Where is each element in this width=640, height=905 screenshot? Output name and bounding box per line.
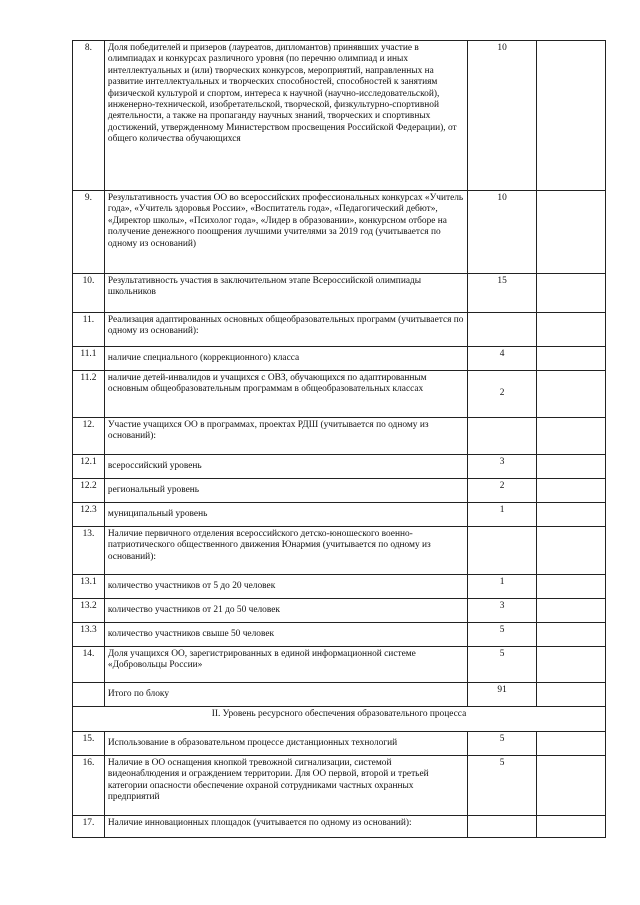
table-row <box>73 479 606 503</box>
table-row <box>73 418 606 455</box>
table-row <box>73 623 606 647</box>
empty-cell <box>537 756 606 816</box>
criterion-text: наличие детей-инвалидов и учащихся с ОВЗ, обучающихся по адаптированным основным общеобразовательным программам в общеобразовательных классах <box>104 371 467 418</box>
row-number: 12.2 <box>73 479 105 503</box>
table-row <box>73 347 606 371</box>
row-number: 11.1 <box>73 347 105 371</box>
table-row <box>73 732 606 756</box>
criterion-points <box>468 313 537 347</box>
empty-cell <box>537 313 606 347</box>
criterion-points: 2 <box>468 479 537 503</box>
criterion-text: Наличие первичного отделения всероссийского детско-юношеского военно-патриотического общественного движения Юнармия (учитывается по одному из оснований): <box>104 527 467 575</box>
row-number: 8. <box>73 41 105 191</box>
table-row <box>73 599 606 623</box>
total-row <box>73 683 606 707</box>
criterion-points <box>468 816 537 838</box>
empty-cell <box>537 816 606 838</box>
total-label: Итого по блоку <box>104 683 467 707</box>
criterion-text: региональный уровень <box>104 479 467 503</box>
criterion-text: Наличие в ОО оснащения кнопкой тревожной сигнализации, системой видеонаблюдения и ограждением территории. Для ОО первой, второй и третьей категории опасности обеспечение охраной сотрудниками частных охранных предприятий <box>104 756 467 816</box>
empty-cell <box>537 455 606 479</box>
criterion-text: Доля победителей и призеров (лауреатов, дипломантов) принявших участие в олимпиадах и конкурсах различного уровня (по перечню олимпиад и иных интеллектуальных и (или) творческих конкурсов, мероприятий, направленных на развитие интеллектуальных и творческих способностей, способностей к занятиям физической культурой и спортом, интереса к научной (научно-исследовательской), инженерно-технической, изобретательской, творческой, физкультурно-спортивной деятельности, а также на пропаганду научных знаний, творческих и спортивных достижений, утвержденному Министерством просвещения Российской Федерации), от общего количества обучающихся <box>104 41 467 191</box>
criterion-points: 5 <box>468 647 537 683</box>
row-number <box>73 683 105 707</box>
row-number: 13.2 <box>73 599 105 623</box>
empty-cell <box>537 732 606 756</box>
table-row <box>73 41 606 191</box>
empty-cell <box>537 599 606 623</box>
empty-cell <box>537 647 606 683</box>
criterion-points: 2 <box>468 371 537 418</box>
criterion-points: 10 <box>468 191 537 274</box>
table-row <box>73 313 606 347</box>
total-points: 91 <box>468 683 537 707</box>
criterion-points: 5 <box>468 623 537 647</box>
empty-cell <box>537 418 606 455</box>
empty-cell <box>537 274 606 313</box>
row-number: 11. <box>73 313 105 347</box>
row-number: 13.1 <box>73 575 105 599</box>
criterion-points: 4 <box>468 347 537 371</box>
row-number: 17. <box>73 816 105 838</box>
empty-cell <box>537 503 606 527</box>
criterion-points <box>468 418 537 455</box>
table-row <box>73 274 606 313</box>
row-number: 12.1 <box>73 455 105 479</box>
row-number: 9. <box>73 191 105 274</box>
criteria-table <box>72 40 606 838</box>
row-number: 10. <box>73 274 105 313</box>
criterion-text: наличие специального (коррекционного) класса <box>104 347 467 371</box>
table-row <box>73 816 606 838</box>
criterion-points <box>468 527 537 575</box>
table-row <box>73 503 606 527</box>
empty-cell <box>537 683 606 707</box>
criterion-points: 5 <box>468 756 537 816</box>
empty-cell <box>537 347 606 371</box>
empty-cell <box>537 41 606 191</box>
criterion-text: количество участников свыше 50 человек <box>104 623 467 647</box>
criterion-text: муниципальный уровень <box>104 503 467 527</box>
criterion-points: 10 <box>468 41 537 191</box>
section-row <box>73 707 606 732</box>
criterion-text: Результативность участия ОО во всероссийских профессиональных конкурсах «Учитель года», «Учитель здоровья России», «Воспитатель года», «Педагогический дебют», «Директор школы», «Психолог года», «Лидер в образовании», конкурсном отборе на получение денежного поощрения лучшими учителями за 2019 год (учитывается по одному из оснований) <box>104 191 467 274</box>
empty-cell <box>537 191 606 274</box>
criterion-text: Наличие инновационных площадок (учитывается по одному из оснований): <box>104 816 467 838</box>
row-number: 13.3 <box>73 623 105 647</box>
criterion-text: Реализация адаптированных основных общеобразовательных программ (учитывается по одному из оснований): <box>104 313 467 347</box>
section-title: II. Уровень ресурсного обеспечения образовательного процесса <box>73 707 606 732</box>
criterion-text: количество участников от 5 до 20 человек <box>104 575 467 599</box>
row-number: 11.2 <box>73 371 105 418</box>
criterion-text: всероссийский уровень <box>104 455 467 479</box>
table-row <box>73 455 606 479</box>
empty-cell <box>537 575 606 599</box>
criterion-points: 1 <box>468 503 537 527</box>
criterion-text: Участие учащихся ОО в программах, проектах РДШ (учитывается по одному из оснований): <box>104 418 467 455</box>
row-number: 16. <box>73 756 105 816</box>
empty-cell <box>537 371 606 418</box>
table-row <box>73 527 606 575</box>
criterion-points: 5 <box>468 732 537 756</box>
table-row <box>73 756 606 816</box>
row-number: 12.3 <box>73 503 105 527</box>
row-number: 13. <box>73 527 105 575</box>
criterion-points: 1 <box>468 575 537 599</box>
criterion-text: Доля учащихся ОО, зарегистрированных в единой информационной системе «Добровольцы России» <box>104 647 467 683</box>
criterion-text: количество участников от 21 до 50 человек <box>104 599 467 623</box>
empty-cell <box>537 479 606 503</box>
criterion-points: 3 <box>468 599 537 623</box>
criterion-points: 3 <box>468 455 537 479</box>
criterion-text: Результативность участия в заключительном этапе Всероссийской олимпиады школьников <box>104 274 467 313</box>
row-number: 12. <box>73 418 105 455</box>
table-row <box>73 191 606 274</box>
criterion-points: 15 <box>468 274 537 313</box>
row-number: 14. <box>73 647 105 683</box>
table-row <box>73 647 606 683</box>
table-row <box>73 575 606 599</box>
empty-cell <box>537 527 606 575</box>
criterion-text: Использование в образовательном процессе дистанционных технологий <box>104 732 467 756</box>
table-row <box>73 371 606 418</box>
empty-cell <box>537 623 606 647</box>
row-number: 15. <box>73 732 105 756</box>
